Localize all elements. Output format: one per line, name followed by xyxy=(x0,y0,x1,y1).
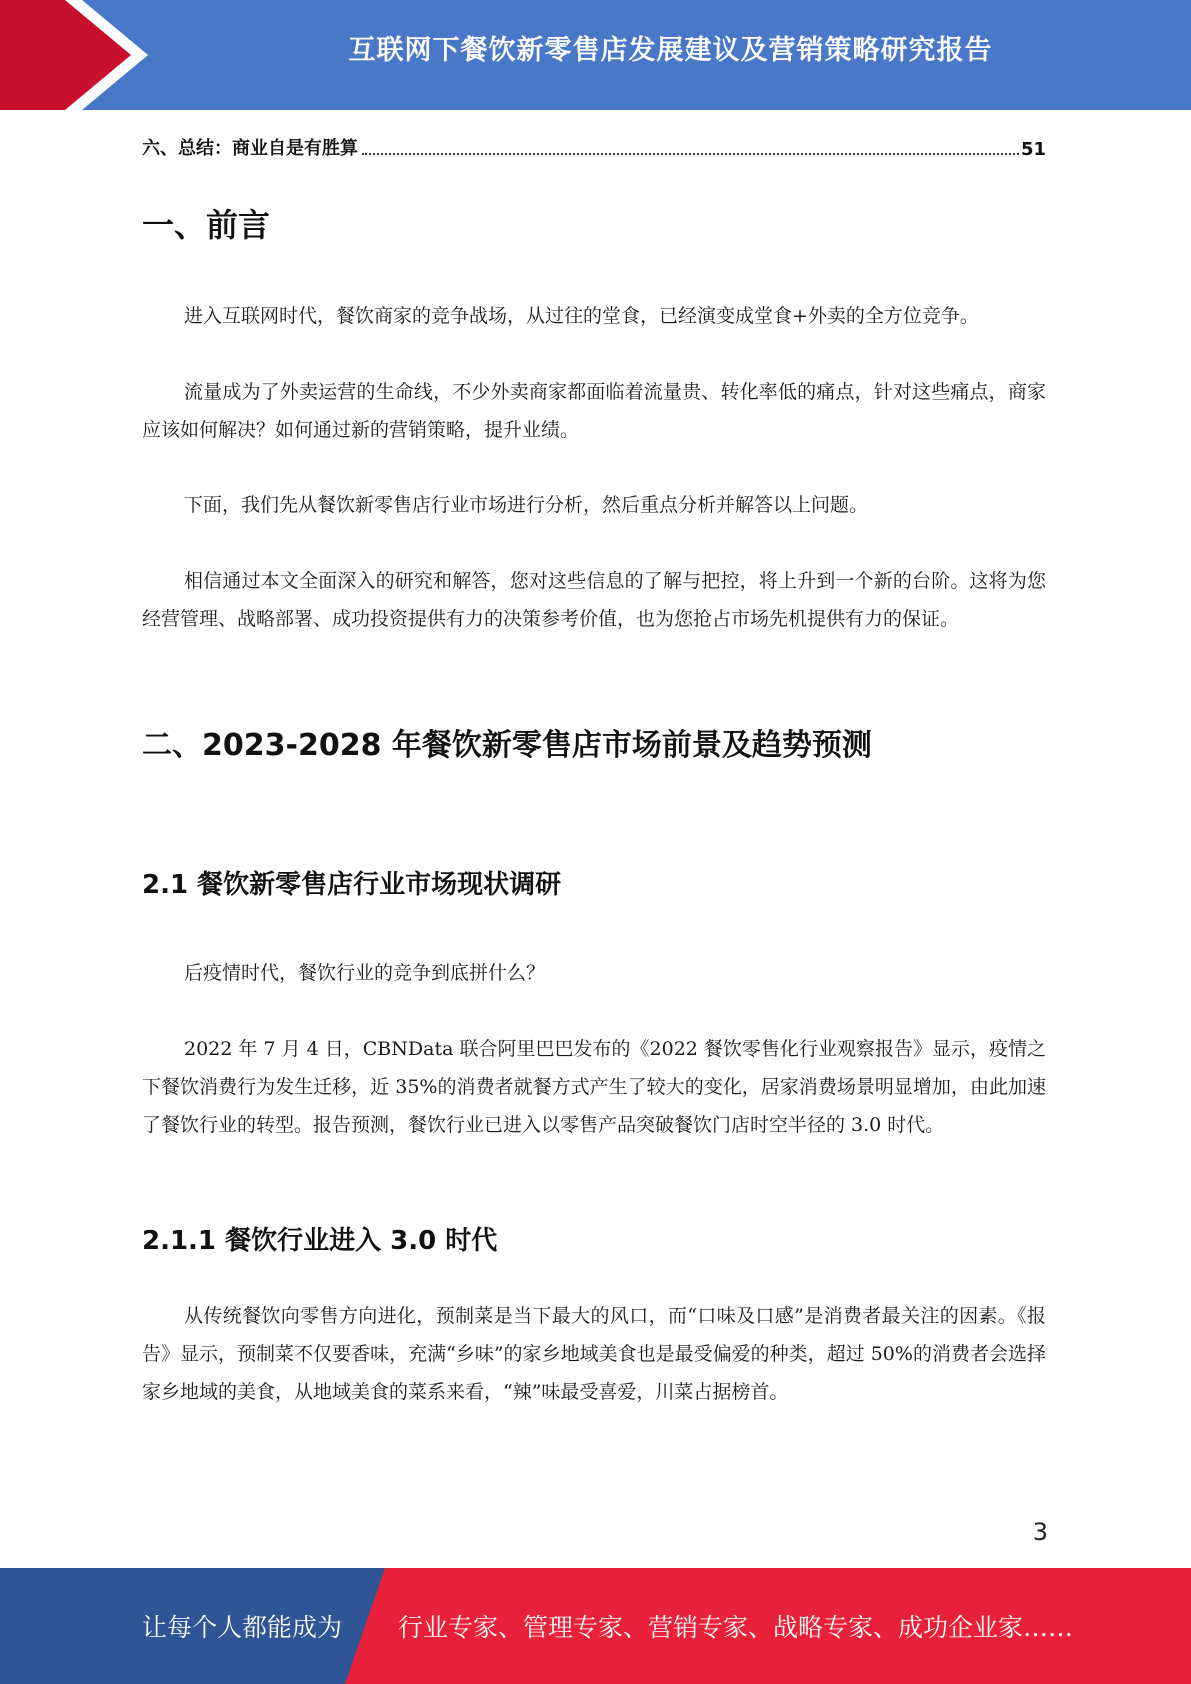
subsection-title-2-1-1: 2.1.1 餐饮行业进入 3.0 时代 xyxy=(142,1226,498,1256)
paragraph: 从传统餐饮向零售方向进化，预制菜是当下最大的风口，而“口味及口感”是消费者最关注的因素。《报告》显示，预制菜不仅要香味，充满“乡味”的家乡地域美食也是最受偏爱的种类，超过 50%的消费者会选择家乡地域的美食，从地域美食的菜系来看，“辣”味最受喜爱，川菜占据榜首。 xyxy=(142,1305,1046,1403)
subsection-title-2-1: 2.1 餐饮新零售店行业市场现状调研 xyxy=(142,870,562,900)
toc-entry-label: 六、总结：商业自是有胜算 xyxy=(142,138,358,159)
toc-entry-page: 51 xyxy=(1020,139,1046,160)
paragraph: 流量成为了外卖运营的生命线，不少外卖商家都面临着流量贵、转化率低的痛点，针对这些痛点，商家应该如何解决？如何通过新的营销策略，提升业绩。 xyxy=(142,381,1046,441)
page-header xyxy=(0,0,1191,110)
toc-dot-leader xyxy=(362,153,1019,155)
paragraph: 下面，我们先从餐饮新零售店行业市场进行分析，然后重点分析并解答以上问题。 xyxy=(184,494,869,516)
footer-slogan-left: 让每个人都能成为 xyxy=(142,1613,343,1642)
page-number: 3 xyxy=(1032,1518,1048,1546)
section-title-preface: 一、前言 xyxy=(142,206,271,244)
header-title: 互联网下餐饮新零售店发展建议及营销策略研究报告 xyxy=(348,35,993,66)
toc-entry[interactable] xyxy=(142,130,1046,160)
footer-slogan-right: 行业专家、管理专家、营销专家、战略专家、成功企业家…… xyxy=(398,1613,1074,1642)
page-footer xyxy=(0,1568,1191,1684)
paragraph: 相信通过本文全面深入的研究和解答，您对这些信息的了解与把控，将上升到一个新的台阶。这将为您经营管理、战略部署、成功投资提供有力的决策参考价值，也为您抢占市场先机提供有力的保证。 xyxy=(142,570,1046,630)
paragraph: 2022 年 7 月 4 日，CBNData 联合阿里巴巴发布的《2022 餐饮零售化行业观察报告》显示，疫情之下餐饮消费行为发生迁移，近 35%的消费者就餐方式产生了较大的变化，居家消费场景明显增加，由此加速了餐饮行业的转型。报告预测，餐饮行业已进入以零售产品突破餐饮门店时空半径的 3.0 时代。 xyxy=(142,1038,1046,1136)
section-title-forecast: 二、2023-2028 年餐饮新零售店市场前景及趋势预测 xyxy=(142,728,872,763)
paragraph: 后疫情时代，餐饮行业的竞争到底拼什么？ xyxy=(184,962,546,984)
paragraph: 进入互联网时代，餐饮商家的竞争战场，从过往的堂食，已经演变成堂食+外卖的全方位竞争。 xyxy=(184,305,979,327)
